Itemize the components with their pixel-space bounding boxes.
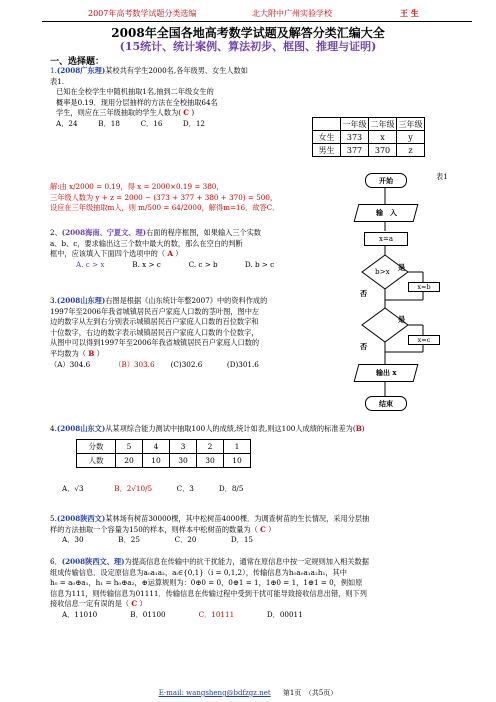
q1-solution-line2: 三年级人数为 y + z = 2000 − (373 + 377 + 380 + 370) = 500， [50, 192, 278, 202]
q5-option-a: A．30 [62, 535, 84, 545]
q3-option-d: (D)301.6 [226, 359, 259, 369]
q5-number: 5. [50, 514, 57, 523]
q1-table [312, 117, 425, 157]
table-cell: 1 [224, 440, 251, 454]
table-cell: 二年级 [370, 119, 395, 129]
table-cell: 女生 [313, 131, 341, 144]
page-footer [0, 688, 496, 698]
table-cell: 30 [197, 454, 224, 468]
table-cell: 373 [341, 131, 369, 144]
q1-close: ) [191, 108, 195, 118]
q1-answer: C [183, 108, 190, 118]
q3-option-b: （B）303.6 [114, 359, 155, 369]
q3-line2: 1997年至2006年我省城镇居民百户家庭人口数的茎叶图，图中左 [50, 306, 260, 316]
q3-line6: 平均数为（ [50, 348, 86, 358]
table-cell: 男生 [313, 144, 341, 157]
q4-source: (2008山东文) [56, 424, 106, 433]
q4-options [62, 484, 362, 495]
q1-line1: 某校共有学生2000名,各年级男、女生人数如 [105, 66, 249, 75]
flow-no2: 否 [360, 342, 368, 351]
flow-set2: x=c [408, 335, 440, 345]
table-cell: 30 [170, 454, 197, 468]
header-divider [42, 21, 472, 22]
table-row [77, 454, 251, 468]
q2-option-c: C. c > b [188, 259, 218, 269]
table-cell: 一年级 [342, 119, 367, 129]
table-cell: 4 [143, 440, 170, 454]
table-cell: 3 [170, 440, 197, 454]
q5-option-d: D．15 [230, 535, 253, 545]
question-4 [50, 424, 480, 435]
q3-line4: 十位数字，右边的数字表示城镇居民百户家庭人口数的个位数字， [50, 327, 259, 337]
q2-option-b: B. x > c [132, 259, 161, 269]
table-cell: 20 [116, 454, 143, 468]
q3-number: 3. [50, 296, 57, 305]
question-3 [50, 296, 350, 370]
q4-option-a: A．√3 [62, 484, 84, 493]
q6-option-a: A．11010 [62, 609, 98, 619]
q3-line3: 边的数字从左到右分别表示城镇居民百户家庭人口数的百位数字和 [50, 317, 259, 327]
q1-solution-line1: 解:由 x/2000 = 0.19，得 x = 2000×0.19 = 380， [50, 182, 224, 191]
table-cell: 三年级 [398, 119, 423, 129]
table-cell: y [397, 131, 425, 144]
q4-option-c: C．3 [176, 484, 194, 493]
q5-source: (2008陕西文) [56, 514, 106, 523]
flow-yes1: 是 [398, 263, 406, 272]
table-cell: 10 [224, 454, 251, 468]
q5-line1: 某林场有树苗30000棵，其中松树苗4000棵．为调查树苗的生长情况，采用分层抽 [105, 514, 370, 523]
q6-source: (2008陕西文、理) [61, 557, 125, 566]
q6-line3: h₀ = a₀⊕a₁，h₁ = h₀⊕a₂，⊕运算规则为：0⊕0 = 0，0⊕1 = 1，1⊕0 = 1，1⊕1 = 0，例如原 [50, 578, 363, 588]
flow-assign: x=a [364, 232, 408, 246]
flow-output [354, 364, 419, 382]
q4-number: 4. [50, 424, 57, 433]
section-heading: 一、选择题： [50, 57, 105, 67]
q2-line1: 右面的程序框图，如果输入三个实数 [146, 228, 262, 237]
q1-line5: 学生，则应在三年级抽取的学生人数为( [56, 108, 181, 118]
q1-option-a: A．24 [56, 118, 78, 128]
q6-answer: C [131, 599, 138, 609]
q1-source: (2008广东理) [56, 66, 106, 75]
q1-line3: 已知在全校学生中随机抽取1名,抽到二年级女生的 [56, 87, 214, 97]
q3-line1: 右图是根据《山东统计年整2007》中的资料作成的 [105, 296, 268, 305]
table-cell [313, 118, 341, 131]
q2-close: ） [175, 249, 183, 259]
q5-answer: C [260, 524, 266, 534]
q6-line1: 为提高信息在传输中的抗干扰能力，通常在原信息中按一定规则加入相关数据 [124, 557, 369, 566]
q3-option-a: （A）304.6 [50, 359, 91, 369]
q3-option-c: (C)302.6 [170, 359, 203, 369]
question-1 [50, 66, 310, 130]
flow-end: 结束 [365, 396, 407, 411]
table-cell: 10 [143, 454, 170, 468]
q2-option-d: D. b > c [244, 259, 275, 269]
q2-answer: A [167, 249, 173, 259]
table-cell: 377 [341, 144, 369, 157]
q5-option-b: B．25 [118, 535, 140, 545]
q4-line1: 从某项综合能力测试中抽取100人的成绩,统计如表,则这100人成绩的标准差为( [105, 424, 356, 433]
question-2 [50, 228, 340, 270]
q4-option-d: D．8/5 [218, 484, 244, 493]
flow-start: 开始 [365, 173, 407, 188]
footer-page: 第1页 （共5页） [282, 689, 338, 697]
q6-line4: 信息为111，则传输信息为01111．传输信息在传输过程中受到干扰可能导致接收信息出错，则下列 [50, 588, 367, 598]
table-cell: 2 [197, 440, 224, 454]
page-subtitle: (15统计、统计案例、算法初步、框图、推理与证明) [119, 40, 377, 53]
question-6 [50, 557, 480, 621]
q6-option-c: C．10111 [198, 609, 235, 619]
q2-line2: a、b、c，要求输出这三个数中最大的数，那么在空白的判断 [50, 238, 243, 248]
table-cell: z [397, 144, 425, 157]
q3-source: (2008山东理) [56, 296, 106, 305]
header-author: 王 生 [400, 8, 419, 18]
q1-table-caption: 表1 [436, 172, 448, 181]
q1-number: 1. [50, 66, 57, 75]
q5-line2: 样的方法抽取一个容量为150的样本，则样本中松树苗的数量为（ [50, 524, 258, 534]
q5-option-c: C．20 [174, 535, 197, 545]
table-cell: x [369, 131, 397, 144]
q1-solution-line3: 设应在三年级抽取m人，则 m/500 = 64/2000，解得m=16．故答C． [50, 203, 280, 213]
q1-line4: 概率是0.19．现用分层抽样的方法在全校抽取64名 [56, 97, 218, 107]
q4-option-b: B．2√10/5 [114, 484, 153, 493]
header-middle: 北大附中广州实验学校 [252, 9, 332, 18]
flow-yes2: 是 [398, 315, 406, 324]
q2-line3: 框中，应该填入下面四个选项中的（ [50, 249, 166, 259]
page-header [0, 6, 496, 20]
q1-option-b: B．18 [98, 118, 120, 128]
q5-close: ） [268, 524, 276, 534]
flow-cond1: b>x [375, 267, 390, 276]
table-cell: 人数 [77, 454, 116, 468]
q1-option-d: D．12 [182, 118, 205, 128]
table-row [313, 118, 425, 131]
question-5 [50, 514, 480, 546]
q4-table [76, 439, 251, 468]
q6-line2: 组成传输信息．设定原信息为a₀a₁a₂，aᵢ∈{0,1}（i = 0,1,2），传输信息为h₀a₀a₁a₂h₁，其中 [50, 567, 347, 577]
flow-input-label: 输 入 [375, 208, 397, 217]
q2-number: 2、 [50, 228, 62, 237]
flow-no1: 否 [360, 289, 368, 298]
q6-line5: 接收信息一定有误的是（ [50, 599, 130, 609]
q6-option-d: D．00011 [266, 609, 303, 619]
table-cell: 5 [116, 440, 143, 454]
q3-answer: B [88, 348, 95, 358]
table-row [313, 144, 425, 157]
q6-option-b: B．01100 [130, 609, 166, 619]
flow-output-label: 输出 x [375, 368, 397, 377]
q2-source: (2008海南、宁夏文、理) [61, 228, 147, 237]
page-title: 2008年全国各地高考数学试题及解答分类汇编大全 [111, 26, 385, 40]
q1-option-c: C．16 [140, 118, 163, 128]
footer-email[interactable]: E-mail: wangsheng@bdfzgz.net [158, 689, 271, 697]
flow-input [354, 204, 419, 222]
q1-solution [50, 182, 340, 214]
flow-set1: x=b [408, 282, 440, 292]
q6-close: ） [139, 599, 147, 609]
q3-line5: 从图中可以得到1997年至2006年我省城镇居民百户家庭人口数的 [50, 338, 260, 348]
q2-option-a: A. c > x [76, 259, 105, 269]
header-left: 2007年高考数学试题分类选编 [88, 9, 197, 18]
q6-number: 6． [50, 557, 62, 566]
table-cell: 370 [369, 144, 397, 157]
table-cell: 分数 [77, 440, 116, 454]
table-row [313, 131, 425, 144]
q1-line2: 表1. [50, 76, 65, 86]
q3-close: ） [96, 348, 104, 358]
q4-close: ) [361, 424, 365, 433]
q4-answer: B [355, 424, 362, 433]
table-row [77, 440, 251, 454]
